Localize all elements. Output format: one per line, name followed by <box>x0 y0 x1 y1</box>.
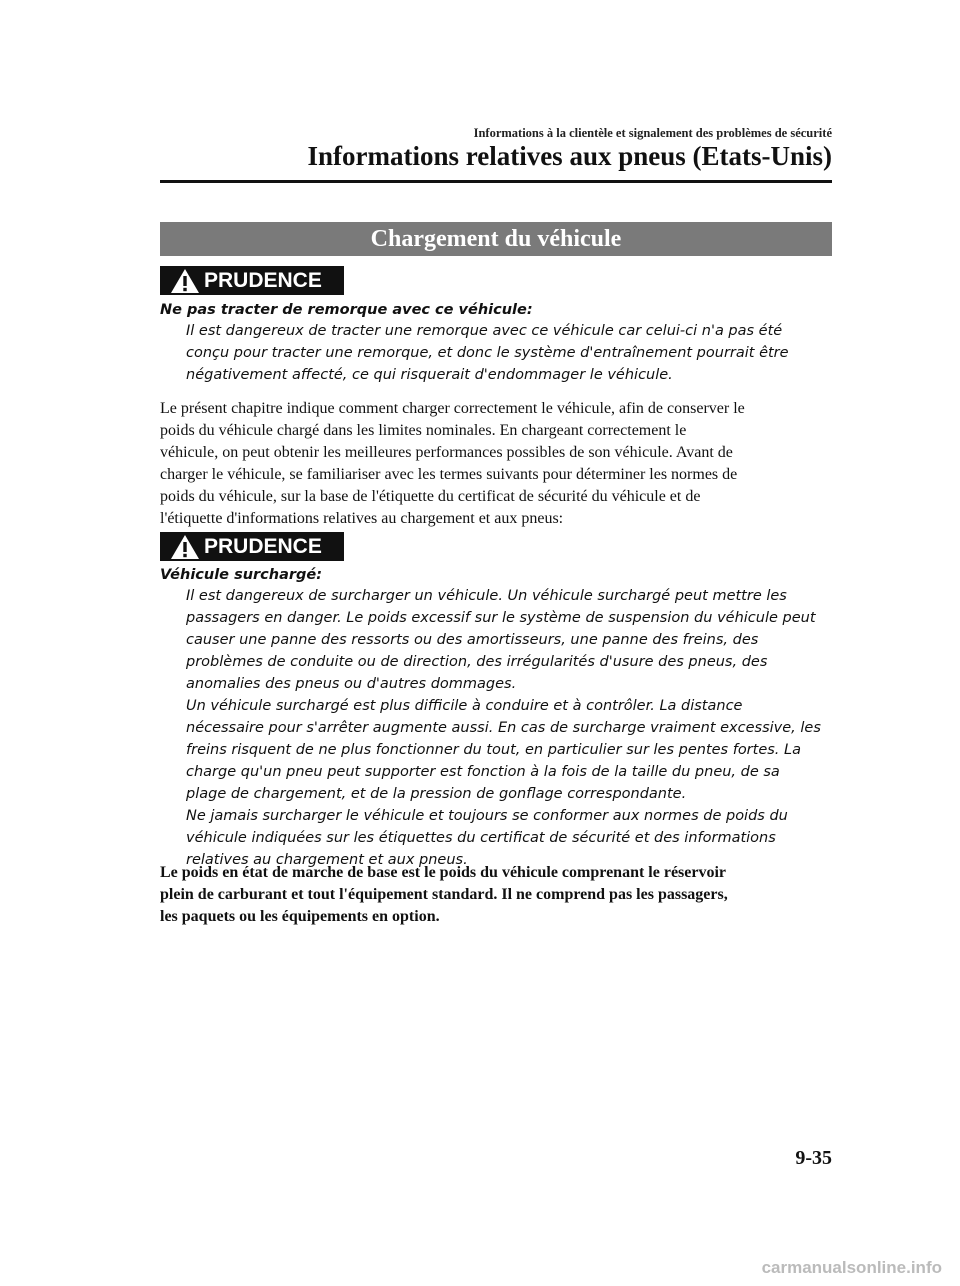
definition-paragraph <box>160 862 840 928</box>
header-divider <box>160 180 832 183</box>
text-line: Un véhicule surchargé est plus difficile à conduire et à contrôler. La distance <box>186 698 743 714</box>
page-number: 9-35 <box>795 1147 832 1169</box>
text-line: conçu pour tracter une remorque, et donc le système d'entraînement pourrait être <box>186 345 789 361</box>
caution-text <box>186 585 846 871</box>
site-watermark: carmanualsonline.info <box>761 1258 942 1277</box>
text-line: poids du véhicule, sur la base de l'étiquette du certificat de sécurité du véhicule et de <box>160 488 701 505</box>
caution-label: PRUDENCE <box>204 268 322 292</box>
text-line: plein de carburant et tout l'équipement standard. Il ne comprend pas les passagers, <box>160 886 728 903</box>
text-line: Ne jamais surcharger le véhicule et toujours se conformer aux normes de poids du <box>186 808 788 824</box>
text-line: problèmes de conduite ou de direction, des irrégularités d'usure des pneus, des <box>186 654 768 670</box>
caution-heading: Véhicule surchargé: <box>160 567 323 583</box>
caution-heading: Ne pas tracter de remorque avec ce véhicule: <box>160 302 533 318</box>
text-line: nécessaire pour s'arrêter augmente aussi. En cas de surcharge vraiment excessive, les <box>186 720 821 736</box>
text-line: négativement affecté, ce qui risquerait d'endommager le véhicule. <box>186 367 673 383</box>
caution-badge <box>160 266 344 295</box>
text-line: plage de chargement, et de la pression de gonflage correspondante. <box>186 786 687 802</box>
text-line: véhicule, on peut obtenir les meilleures performances possibles de son véhicule. Avant de <box>160 444 733 461</box>
warning-triangle-icon <box>170 268 200 294</box>
text-line: causer une panne des ressorts ou des amortisseurs, une panne des freins, des <box>186 632 759 648</box>
text-line: Le poids en état de marche de base est le poids du véhicule comprenant le réservoir <box>160 864 727 881</box>
text-line: freins risquent de ne plus fonctionner du tout, en particulier sur les pentes fortes. La <box>186 742 801 758</box>
warning-triangle-icon <box>170 534 200 560</box>
section-title: Chargement du véhicule <box>370 225 622 252</box>
text-line: les paquets ou les équipements en option. <box>160 908 440 925</box>
text-line: poids du véhicule chargé dans les limites nominales. En chargeant correctement le <box>160 422 687 439</box>
text-line: charger le véhicule, se familiariser avec les termes suivants pour déterminer les normes de <box>160 466 738 483</box>
intro-paragraph <box>160 398 840 530</box>
section-heading <box>160 222 832 256</box>
text-line: véhicule indiquées sur les étiquettes du certificat de sécurité et des informations <box>186 830 776 846</box>
text-line: l'étiquette d'informations relatives au chargement et aux pneus: <box>160 510 564 527</box>
text-line: charge qu'un pneu peut supporter est fonction à la fois de la taille du pneu, de sa <box>186 764 780 780</box>
chapter-title: Informations relatives aux pneus (Etats-Unis) <box>307 141 832 171</box>
text-line: anomalies des pneus ou d'autres dommages. <box>186 676 517 692</box>
caution-label: PRUDENCE <box>204 534 322 558</box>
text-line: relatives au chargement et aux pneus. <box>186 852 468 868</box>
chapter-subtitle: Informations à la clientèle et signalement des problèmes de sécurité <box>473 126 832 140</box>
text-line: Il est dangereux de surcharger un véhicule. Un véhicule surchargé peut mettre les <box>186 588 787 604</box>
text-line: Le présent chapitre indique comment charger correctement le véhicule, afin de conserver le <box>160 400 745 417</box>
text-line: Il est dangereux de tracter une remorque avec ce véhicule car celui-ci n'a pas été <box>186 323 783 339</box>
caution-badge <box>160 532 344 561</box>
text-line: passagers en danger. Le poids excessif sur le système de suspension du véhicule peut <box>186 610 816 626</box>
caution-text <box>186 320 846 386</box>
